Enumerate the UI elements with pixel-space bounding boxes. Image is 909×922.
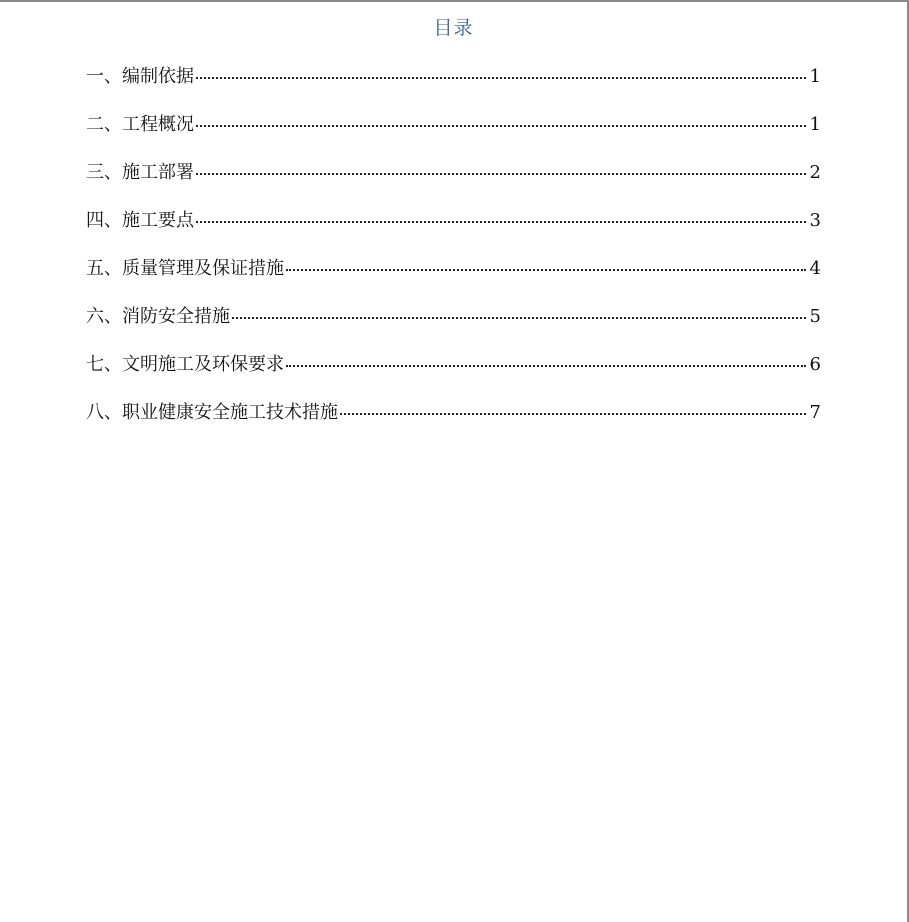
toc-leader-dots [196,77,806,79]
toc-page-number: 2 [809,162,821,183]
toc-entry-label: 六、消防安全措施 [86,306,230,327]
toc-leader-dots [232,317,806,319]
toc-leader-dots [340,413,806,415]
toc-page-number: 5 [809,306,821,327]
table-of-contents [86,62,821,446]
toc-entry-5[interactable] [86,254,821,302]
toc-entry-label: 二、工程概况 [86,114,194,135]
toc-leader-dots [196,173,806,175]
toc-page-number: 1 [809,66,821,87]
toc-entry-6[interactable] [86,302,821,350]
toc-entry-7[interactable] [86,350,821,398]
toc-page-number: 1 [809,114,821,135]
toc-leader-dots [286,269,806,271]
toc-leader-dots [196,221,806,223]
toc-entry-label: 四、施工要点 [86,210,194,231]
toc-page-number: 7 [809,402,821,423]
toc-entry-label: 七、文明施工及环保要求 [86,354,284,375]
toc-entry-label: 八、职业健康安全施工技术措施 [86,402,338,423]
toc-page-number: 4 [809,258,821,279]
toc-leader-dots [196,125,806,127]
toc-entry-1[interactable] [86,62,821,110]
page-title: 目录 [433,17,474,39]
toc-entry-label: 一、编制依据 [86,66,194,87]
toc-entry-label: 五、质量管理及保证措施 [86,258,284,279]
toc-entry-label: 三、施工部署 [86,162,194,183]
toc-entry-2[interactable] [86,110,821,158]
toc-page-number: 3 [809,210,821,231]
toc-entry-4[interactable] [86,206,821,254]
toc-page-number: 6 [809,354,821,375]
toc-entry-8[interactable] [86,398,821,446]
toc-leader-dots [286,365,806,367]
toc-entry-3[interactable] [86,158,821,206]
